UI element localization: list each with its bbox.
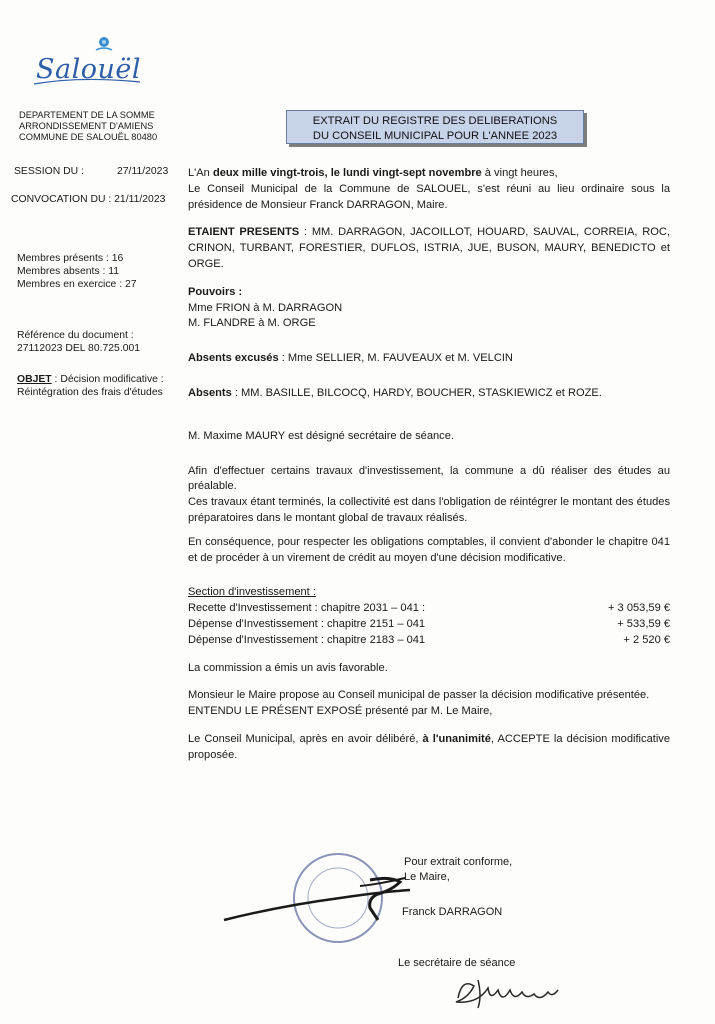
header-line-arrondissement: ARRONDISSEMENT D'AMIENS — [19, 121, 154, 132]
pouvoirs-label — [188, 285, 670, 301]
convocation-label: CONVOCATION DU : — [11, 194, 112, 205]
absents-label: Absents — [188, 386, 232, 399]
budget-row-label: Dépense d'Investissement : chapitre 2151 – 041 — [188, 617, 426, 630]
signature-mayor-title: Le Maire, — [404, 871, 450, 883]
intro-suffix: à vingt heures, — [481, 167, 558, 179]
intro-date: deux mille vingt-trois, le lundi vingt-sept novembre — [212, 167, 482, 179]
decision-unanimity: à l'unanimité — [422, 732, 491, 745]
secretary-designation: M. Maxime MAURY est désigné secrétaire de séance. — [188, 429, 454, 442]
budget-row-amount: + 533,59 € — [617, 617, 670, 630]
members-count — [17, 252, 137, 291]
mayor-proposal: Monsieur le Maire propose au Conseil municipal de passer la décision modificative présentée. — [188, 689, 650, 702]
mayor-signature-icon — [220, 868, 420, 928]
header-line-department: DEPARTEMENT DE LA SOMME — [19, 110, 155, 120]
presents-list: : MM. DARRAGON, JACOILLOT, HOUARD, SAUVAL, CORREIA, ROC, CRINON, TURBANT, FORESTIER, DUFLOS, ISTRIA, JUE, BUSON, MAURY, BENEDICTO et ORGE. — [188, 226, 671, 270]
secretary-signature-label: Le secrétaire de séance — [398, 957, 516, 969]
budget-row-label: Recette d'Investissement : chapitre 2031 – 041 : — [188, 602, 426, 615]
intro-line — [188, 166, 670, 182]
signature-conform: Pour extrait conforme, — [404, 856, 513, 868]
administrative-header — [19, 110, 179, 144]
title-line-2: DU CONSEIL MUNICIPAL POUR L'ANNEE 2023 — [312, 129, 558, 142]
paragraph-consequence: En conséquence, pour respecter les obligations comptables, il convient d'abonder le chapitre 041 et de procéder à un virement de crédit au moyen d'une décision modificative. — [188, 535, 670, 564]
commune-logo — [30, 32, 160, 92]
convocation — [11, 194, 165, 205]
section-title: Section d'investissement : — [188, 586, 316, 599]
objet-text: : Décision modificative : Réintégration des frais d'études — [17, 374, 164, 398]
absents-paragraph — [188, 386, 670, 402]
decision-suffix: , ACCEPTE la décision modificative proposée. — [188, 732, 671, 761]
absents-list: : MM. BASILLE, BILCOCQ, HARDY, BOUCHER, STASKIEWICZ et ROZE. — [231, 386, 602, 399]
excuses-label: Absents excusés — [188, 352, 279, 365]
document-title — [286, 110, 584, 144]
decision-prefix: Le Conseil Municipal, après en avoir délibéré, — [188, 732, 423, 745]
pouvoir-item: M. FLANDRE à M. ORGE — [188, 317, 316, 330]
session-date: 27/11/2023 — [117, 166, 169, 177]
pouvoirs-title: Pouvoirs : — [188, 285, 243, 298]
deliberation-body — [188, 166, 670, 764]
document-reference — [17, 329, 140, 355]
presents-label: ETAIENT PRESENTS — [188, 226, 300, 239]
document-object — [17, 373, 177, 399]
commission-opinion: La commission a émis un avis favorable. — [188, 661, 388, 674]
title-line-1: EXTRAIT DU REGISTRE DES DELIBERATIONS — [312, 115, 558, 127]
budget-row — [188, 633, 670, 649]
paragraph-studies: Afin d'effectuer certains travaux d'investissement, la commune a dû réaliser des études au préalable. — [188, 464, 670, 493]
members-present: Membres présents : 16 — [17, 253, 124, 264]
convocation-date: 21/11/2023 — [114, 194, 166, 205]
mayor-name: Franck DARRAGON — [402, 906, 503, 918]
presents-paragraph — [188, 225, 670, 272]
budget-row — [188, 601, 670, 617]
budget-row-amount: + 2 520 € — [623, 633, 670, 646]
reference-label: Référence du document : — [17, 330, 134, 341]
budget-row — [188, 617, 670, 633]
council-decision — [188, 732, 670, 764]
objet-label: OBJET — [17, 374, 52, 385]
budget-row-label: Dépense d'Investissement : chapitre 2183 – 041 — [188, 633, 426, 646]
budget-row-amount: + 3 053,59 € — [608, 602, 670, 615]
members-absent: Membres absents : 11 — [17, 266, 120, 277]
excuses-paragraph — [188, 351, 670, 367]
members-exercice: Membres en exercice : 27 — [17, 279, 137, 290]
reference-value: 27112023 DEL 80.725.001 — [17, 343, 141, 354]
intro-presidency: Le Conseil Municipal de la Commune de SALOUEL, s'est réuni au lieu ordinaire sous la présidence de Monsieur Franck DARRAGON, Maire. — [188, 182, 670, 211]
session-label: SESSION DU : — [14, 166, 84, 177]
paragraph-works: Ces travaux étant terminés, la collectivité est dans l'obligation de réintégrer le montant des études préparatoires dans le montant global de travaux réalisés. — [188, 496, 670, 524]
header-line-commune: COMMUNE DE SALOUËL 80480 — [19, 132, 158, 143]
excuses-list: : Mme SELLIER, M. FAUVEAUX et M. VELCIN — [278, 352, 513, 365]
signature-block — [404, 855, 512, 885]
logo-text: Salouël — [36, 54, 141, 85]
entendu-line: ENTENDU LE PRÉSENT EXPOSÉ présenté par M. Le Maire, — [188, 705, 493, 718]
intro-prefix: L'An — [188, 167, 213, 179]
pouvoir-item: Mme FRION à M. DARRAGON — [188, 301, 343, 314]
secretary-signature-icon — [448, 968, 588, 1018]
